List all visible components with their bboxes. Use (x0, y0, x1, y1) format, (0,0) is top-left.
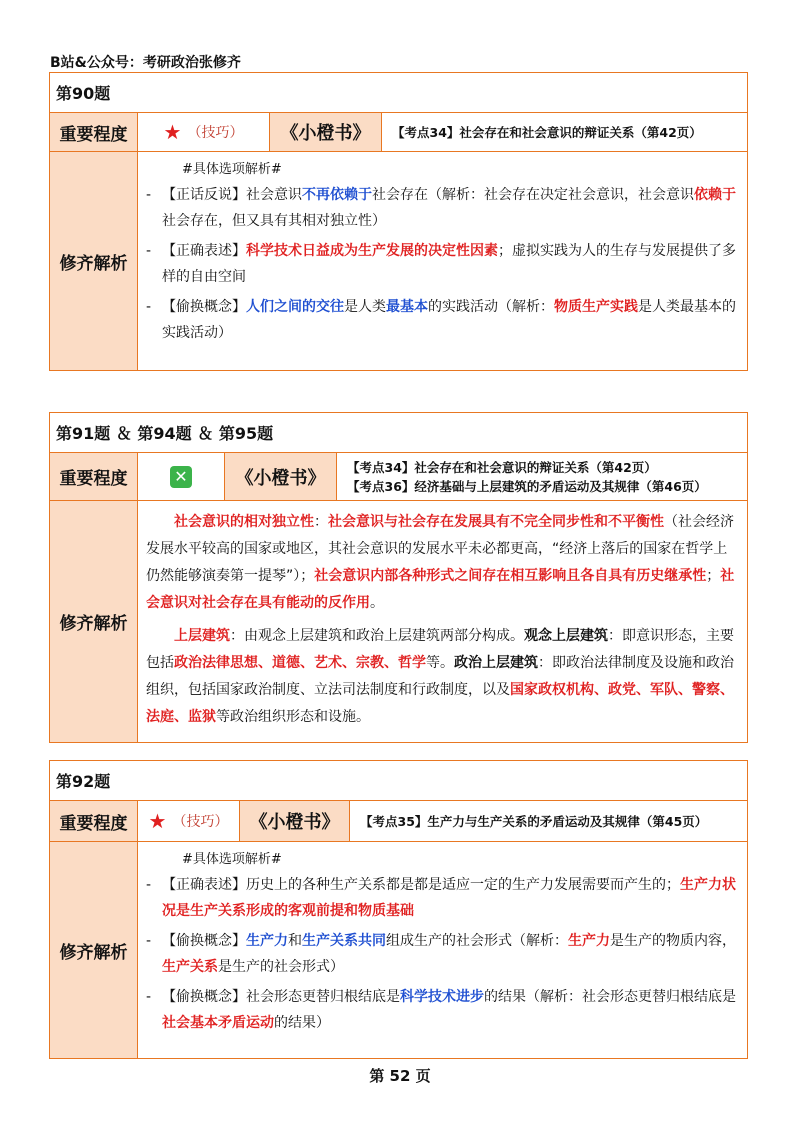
importance-value (138, 113, 270, 151)
importance-row (50, 453, 747, 501)
analysis-label: 修齐解析 (50, 501, 138, 742)
question-title: 第92题 (50, 761, 747, 801)
question-title: 第91题 ＆ 第94题 ＆ 第95题 (50, 413, 747, 453)
list-item: - 【偷换概念】社会形态更替归根结底是科学技术进步的结果（解析：社会形态更替归根结底是社会基本矛盾运动的结果） (146, 984, 739, 1036)
sub-heading: #具体选项解析# (182, 852, 282, 867)
exam-point: 【考点34】社会存在和社会意识的辩证关系（第42页） (392, 124, 702, 140)
analysis-label: 修齐解析 (50, 152, 138, 370)
importance-text: （技巧） (172, 814, 229, 830)
list-item: - 【偷换概念】人们之间的交往是人类最基本的实践活动（解析：物质生产实践是人类最基本的实践活动） (146, 294, 739, 346)
cross-mark-icon: ✕ (170, 466, 192, 488)
analysis-content (138, 501, 747, 742)
analysis-row (50, 842, 747, 1058)
page-header: B站&公众号：考研政治张修齐 (50, 55, 241, 71)
analysis-content (138, 152, 747, 370)
list-item: - 【正确表述】历史上的各种生产关系都是都是适应一定的生产力发展需要而产生的；生产力状况是生产关系形成的客观前提和物质基础 (146, 872, 739, 924)
exam-point: 【考点36】经济基础与上层建筑的矛盾运动及其规律（第46页） (347, 478, 707, 494)
exam-points (337, 453, 747, 500)
bullet-icon: - (146, 243, 152, 259)
page-number: 第 52 页 (369, 1067, 431, 1085)
importance-label: 重要程度 (50, 113, 138, 151)
analysis-row (50, 152, 747, 370)
importance-label: 重要程度 (50, 453, 138, 500)
list-item: - 【正确表述】科学技术日益成为生产发展的决定性因素；虚拟实践为人的生存与发展提供了多样的自由空间 (146, 238, 739, 290)
importance-value (138, 801, 240, 841)
bullet-icon: - (146, 933, 152, 949)
importance-value (138, 453, 225, 500)
analysis-label: 修齐解析 (50, 842, 138, 1058)
book-label: 《小橙书》 (225, 453, 337, 500)
star-icon: ★ (163, 120, 182, 144)
bullet-icon: - (146, 299, 152, 315)
analysis-row (50, 501, 747, 742)
question-90-box (49, 72, 748, 371)
paragraph: 上层建筑：由观念上层建筑和政治上层建筑两部分构成。观念上层建筑：即意识形态，主要包括政治法律思想、道德、艺术、宗教、哲学等。政治上层建筑：即政治法律制度及设施和政治组织，包括国家政治制度、立法司法制度和行政制度，以及国家政权机构、政党、军队、警察、法庭、监狱等政治组织形态和设施。 (146, 628, 734, 725)
list-item: - 【偷换概念】生产力和生产关系共同组成生产的社会形式（解析：生产力是生产的物质内容，生产关系是生产的社会形式） (146, 928, 739, 980)
bullet-icon: - (146, 877, 152, 893)
exam-point: 【考点35】生产力与生产关系的矛盾运动及其规律（第45页） (360, 813, 708, 829)
analysis-content (138, 842, 747, 1058)
star-icon: ★ (148, 809, 167, 833)
importance-label: 重要程度 (50, 801, 138, 841)
question-92-box (49, 760, 748, 1059)
book-label: 《小橙书》 (270, 113, 382, 151)
list-item: - 【正话反说】社会意识不再依赖于社会存在（解析：社会存在决定社会意识，社会意识依赖于社会存在，但又具有其相对独立性） (146, 182, 739, 234)
importance-text: （技巧） (187, 125, 244, 141)
book-label: 《小橙书》 (240, 801, 350, 841)
importance-row (50, 113, 747, 152)
bullet-icon: - (146, 187, 152, 203)
sub-heading: #具体选项解析# (182, 162, 282, 177)
importance-row (50, 801, 747, 842)
bullet-icon: - (146, 989, 152, 1005)
question-title: 第90题 (50, 73, 747, 113)
question-91-box (49, 412, 748, 743)
paragraph: 社会意识的相对独立性：社会意识与社会存在发展具有不完全同步性和不平衡性（社会经济发展水平较高的国家或地区，其社会意识的发展水平未必都更高，“经济上落后的国家在哲学上仍然能够演奏第一提琴”）；社会意识内部各种形式之间存在相互影响且各自具有历史继承性；社会意识对社会存在具有能动的反作用。 (146, 514, 735, 611)
exam-point: 【考点34】社会存在和社会意识的辩证关系（第42页） (347, 459, 657, 475)
